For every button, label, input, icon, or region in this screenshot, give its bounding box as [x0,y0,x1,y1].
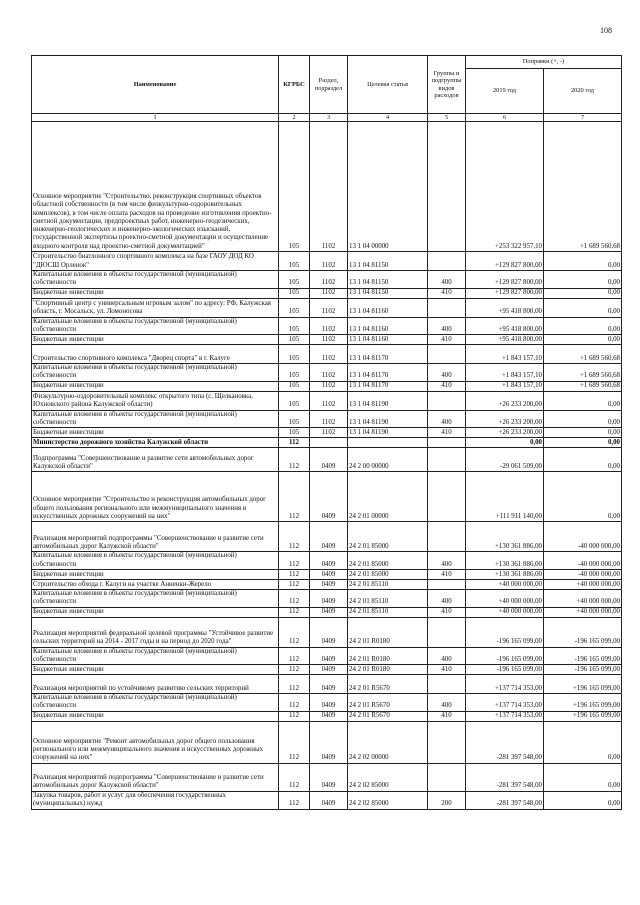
row-section: 0409 [310,607,348,617]
table-row [32,569,622,579]
table-row [32,763,622,791]
row-target-article: 24 2 01 85110 [348,589,428,607]
row-value-2020: -40 000 000,00 [544,522,622,552]
row-value-2019: +95 418 800,00 [466,298,544,317]
row-expense-group: 400 [428,694,466,712]
table-row [32,694,622,712]
row-value-2019: +129 827 800,00 [466,252,544,271]
row-section: 0409 [310,579,348,589]
row-section: 0409 [310,472,348,522]
row-value-2019: -196 165 099,00 [466,647,544,665]
row-kgrbs: 112 [279,721,310,763]
header-name: Наименование [32,56,279,114]
row-value-2020: 0,00 [544,438,622,448]
row-target-article: 24 2 01 R5670 [348,675,428,694]
row-target-article: 24 2 01 85110 [348,607,428,617]
row-value-2019: +130 361 886,00 [466,552,544,570]
row-value-2019: -196 165 099,00 [466,617,544,647]
row-expense-group [428,122,466,252]
row-name: Подпрограмма "Совершенствование и развитие сети автомобильных дорог Калужской области" [32,448,279,472]
row-name: Физкультурно-оздоровительный комплекс открытого типа (с. Щелкановка, Юхновского района Калужской области) [32,391,279,410]
row-value-2019: +111 911 140,00 [466,472,544,522]
row-kgrbs: 112 [279,791,310,809]
row-name: Реализация мероприятий федеральной целевой программы "Устойчивое развитие сельских территорий на 2014 - 2017 годы и на период до 2020 года" [32,617,279,647]
table-row [32,522,622,552]
row-section: 0409 [310,589,348,607]
row-target-article: 24 2 01 R5670 [348,694,428,712]
row-expense-group: 410 [428,569,466,579]
row-value-2019: +40 000 000,00 [466,579,544,589]
row-value-2019: 0,00 [466,438,544,448]
row-name: Основное мероприятие "Ремонт автомобильных дорог общего пользования регионального или межмуниципального значения и искусственных дорожных сооружений на них" [32,721,279,763]
table-row [32,675,622,694]
row-value-2019: +26 233 200,00 [466,428,544,438]
header-group: Группы и подгруппы видов расходов [428,56,466,114]
row-value-2020: +196 165 099,00 [544,711,622,721]
page-number: 108 [600,26,612,35]
row-value-2019: +1 843 157,10 [466,345,544,364]
row-kgrbs: 112 [279,694,310,712]
row-section: 0409 [310,711,348,721]
row-kgrbs: 105 [279,345,310,364]
row-value-2019: +1 843 157,10 [466,364,544,382]
row-name: Бюджетные инвестиции [32,428,279,438]
row-value-2020: 0,00 [544,335,622,345]
row-target-article: 24 2 01 00000 [348,472,428,522]
row-target-article: 13 1 04 00000 [348,122,428,252]
column-number-row [32,114,622,122]
row-section: 0409 [310,647,348,665]
row-value-2019: +95 418 800,00 [466,317,544,335]
row-target-article: 24 2 01 85000 [348,552,428,570]
table-row [32,345,622,364]
table-row [32,552,622,570]
row-expense-group [428,721,466,763]
row-kgrbs: 112 [279,607,310,617]
row-expense-group: 400 [428,647,466,665]
row-kgrbs: 105 [279,252,310,271]
row-section: 1102 [310,317,348,335]
row-value-2019: +26 233 200,00 [466,391,544,410]
row-target-article: 13 1 04 81160 [348,317,428,335]
row-section: 0409 [310,665,348,675]
row-value-2020: -196 165 099,00 [544,617,622,647]
table-row [32,298,622,317]
row-kgrbs: 112 [279,763,310,791]
row-kgrbs: 105 [279,428,310,438]
row-value-2019: +40 000 000,00 [466,589,544,607]
row-expense-group: 410 [428,665,466,675]
col-number: 7 [544,114,622,122]
row-name: Капитальные вложения в объекты государственной (муниципальной) собственности [32,589,279,607]
row-value-2019: -281 397 548,00 [466,763,544,791]
row-section: 1102 [310,122,348,252]
row-expense-group: 200 [428,791,466,809]
row-target-article: 13 1 04 81190 [348,428,428,438]
table-row [32,589,622,607]
row-section: 1102 [310,252,348,271]
row-kgrbs: 105 [279,391,310,410]
row-expense-group [428,617,466,647]
row-section: 1102 [310,391,348,410]
row-target-article: 24 2 01 R5670 [348,711,428,721]
row-target-article: 13 1 04 81150 [348,271,428,289]
row-target-article: 13 1 04 81170 [348,345,428,364]
row-kgrbs: 112 [279,569,310,579]
row-section: 1102 [310,410,348,428]
row-expense-group [428,763,466,791]
row-value-2020: +1 689 560,68 [544,381,622,391]
row-name: Бюджетные инвестиции [32,711,279,721]
budget-amendments-table [31,55,622,810]
row-value-2020: 0,00 [544,472,622,522]
row-kgrbs: 112 [279,647,310,665]
row-target-article: 24 2 01 R0180 [348,647,428,665]
table-row [32,122,622,252]
row-target-article: 24 2 01 85110 [348,579,428,589]
row-expense-group: 410 [428,711,466,721]
table-body [32,122,622,810]
row-name: Бюджетные инвестиции [32,607,279,617]
table-row [32,665,622,675]
table-row [32,607,622,617]
row-target-article: 24 2 02 85000 [348,763,428,791]
row-name: "Спортивный центр с универсальным игровым залом" по адресу: РФ, Калужская область, г. Мосальск, ул. Ломоносова [32,298,279,317]
table-row [32,391,622,410]
row-value-2019: +1 843 157,10 [466,381,544,391]
row-kgrbs: 105 [279,335,310,345]
row-value-2020: -196 165 099,00 [544,665,622,675]
table-row [32,317,622,335]
row-value-2019: -29 061 509,00 [466,448,544,472]
row-section: 0409 [310,721,348,763]
row-kgrbs: 105 [279,271,310,289]
row-section: 0409 [310,569,348,579]
row-target-article: 24 2 01 R0180 [348,665,428,675]
row-name: Основное мероприятие "Строительство, реконструкция спортивных объектов областной собственности (в том числе физкультурно-оздоровительных комплексов), в том числе оплата расходов на проведение изготовления проектно-сметной документации, предпроектных работ, инженерно-геодезических, инженерно-геологических и инженерно-экологических изысканий, государственной экспертизы проектно-сметной документации и осуществление входного контроля над проектно-сметной документацией" [32,122,279,252]
row-target-article: 13 1 04 81170 [348,381,428,391]
row-value-2019: -281 397 548,00 [466,721,544,763]
col-number: 5 [428,114,466,122]
row-value-2020: 0,00 [544,428,622,438]
row-value-2020: 0,00 [544,791,622,809]
row-expense-group: 400 [428,589,466,607]
row-section: 0409 [310,617,348,647]
row-name: Бюджетные инвестиции [32,665,279,675]
row-expense-group [428,448,466,472]
table-row [32,579,622,589]
row-expense-group: 400 [428,410,466,428]
col-number: 1 [32,114,279,122]
row-value-2019: +137 714 353,00 [466,711,544,721]
row-name: Реализация мероприятий подпрограммы "Совершенствование и развитие сети автомобильных дорог Калужской области" [32,763,279,791]
row-name: Реализация мероприятий по устойчивому развитию сельских территорий [32,675,279,694]
row-expense-group: 400 [428,552,466,570]
table-row [32,252,622,271]
row-expense-group: 410 [428,335,466,345]
row-value-2020: 0,00 [544,763,622,791]
row-target-article: 13 1 04 81150 [348,252,428,271]
table-row [32,721,622,763]
row-name: Строительство биатлонного спортивного комплекса на базе ГАОУ ДОД КО "ДЮСШ Орленок" [32,252,279,271]
row-value-2020: -196 165 099,00 [544,647,622,665]
row-target-article [348,438,428,448]
row-kgrbs: 112 [279,438,310,448]
row-section: 1102 [310,288,348,298]
table-row [32,271,622,289]
row-section: 0409 [310,552,348,570]
row-kgrbs: 105 [279,317,310,335]
row-section: 1102 [310,335,348,345]
row-value-2019: +40 000 000,00 [466,607,544,617]
row-target-article: 13 1 04 81190 [348,391,428,410]
row-target-article: 24 2 01 85000 [348,569,428,579]
row-section: 1102 [310,345,348,364]
col-number: 3 [310,114,348,122]
row-section [310,438,348,448]
row-value-2019: +130 361 886,00 [466,522,544,552]
row-expense-group [428,345,466,364]
row-value-2019: +129 827 800,00 [466,271,544,289]
row-name: Реализация мероприятий подпрограммы "Совершенствование и развитие сети автомобильных дорог Калужской области" [32,522,279,552]
row-kgrbs: 112 [279,552,310,570]
row-name: Министерство дорожного хозяйства Калужской области [32,438,279,448]
row-kgrbs: 112 [279,665,310,675]
row-section: 1102 [310,364,348,382]
row-value-2019: +26 233 200,00 [466,410,544,428]
row-target-article: 24 2 00 00000 [348,448,428,472]
row-value-2019: +137 714 353,00 [466,694,544,712]
row-value-2020: +1 689 560,68 [544,345,622,364]
header-2020: 2020 год [544,69,622,114]
row-expense-group [428,675,466,694]
row-target-article: 13 1 04 81160 [348,298,428,317]
row-name: Капитальные вложения в объекты государственной (муниципальной) собственности [32,552,279,570]
row-value-2020: +40 000 000,00 [544,589,622,607]
col-number: 4 [348,114,428,122]
row-target-article: 13 1 04 81160 [348,335,428,345]
row-name: Строительство обхода г. Калуги на участке Анненки-Жерело [32,579,279,589]
row-value-2019: -196 165 099,00 [466,665,544,675]
row-expense-group [428,298,466,317]
row-expense-group: 400 [428,271,466,289]
row-value-2019: +130 361 886,00 [466,569,544,579]
table-row [32,410,622,428]
row-kgrbs: 105 [279,288,310,298]
header-kgrbs: КГРБС [279,56,310,114]
row-name: Капитальные вложения в объекты государственной (муниципальной) собственности [32,647,279,665]
row-kgrbs: 112 [279,711,310,721]
row-name: Бюджетные инвестиции [32,335,279,345]
table-row [32,381,622,391]
row-value-2020: +1 689 560,68 [544,364,622,382]
row-section: 1102 [310,381,348,391]
row-expense-group: 410 [428,288,466,298]
table-row [32,364,622,382]
table-row [32,711,622,721]
row-value-2020: +196 165 099,00 [544,694,622,712]
row-kgrbs: 105 [279,381,310,391]
row-kgrbs: 112 [279,472,310,522]
row-name: Капитальные вложения в объекты государственной (муниципальной) собственности [32,410,279,428]
row-target-article: 13 1 04 81170 [348,364,428,382]
table-row [32,791,622,809]
row-name: Бюджетные инвестиции [32,288,279,298]
row-section: 0409 [310,448,348,472]
row-section: 0409 [310,675,348,694]
table-row [32,647,622,665]
row-expense-group: 410 [428,381,466,391]
row-expense-group [428,579,466,589]
row-value-2019: +137 714 353,00 [466,675,544,694]
row-section: 0409 [310,694,348,712]
row-expense-group: 400 [428,364,466,382]
row-value-2020: 0,00 [544,271,622,289]
row-value-2020: 0,00 [544,288,622,298]
row-name: Основное мероприятие "Строительство и реконструкция автомобильных дорог общего пользования регионального или межмуниципального значения и искусственных дорожных сооружений на них" [32,472,279,522]
row-kgrbs: 112 [279,589,310,607]
row-expense-group [428,472,466,522]
col-number: 2 [279,114,310,122]
row-target-article: 24 2 01 R0180 [348,617,428,647]
row-value-2020: +196 165 099,00 [544,675,622,694]
header-section: Раздел, подраздел [310,56,348,114]
table-row [32,472,622,522]
row-name: Капитальные вложения в объекты государственной (муниципальной) собственности [32,271,279,289]
row-name: Строительство спортивного комплекса "Дворец спорта" в г. Калуге [32,345,279,364]
row-expense-group [428,252,466,271]
row-expense-group: 410 [428,607,466,617]
row-kgrbs: 112 [279,522,310,552]
row-kgrbs: 105 [279,122,310,252]
table-row [32,617,622,647]
row-section: 1102 [310,298,348,317]
row-target-article: 24 2 02 00000 [348,721,428,763]
row-target-article: 24 2 02 85000 [348,791,428,809]
row-value-2020: -40 000 000,00 [544,552,622,570]
row-target-article: 24 2 01 85000 [348,522,428,552]
row-expense-group [428,438,466,448]
header-amendments: Поправки (+, -) [466,56,622,69]
row-expense-group [428,522,466,552]
table-row [32,288,622,298]
row-value-2020: 0,00 [544,410,622,428]
table-row [32,335,622,345]
row-value-2019: -281 397 548,00 [466,791,544,809]
row-value-2020: +1 689 560,68 [544,122,622,252]
row-kgrbs: 112 [279,448,310,472]
row-expense-group [428,391,466,410]
row-kgrbs: 105 [279,410,310,428]
row-name: Бюджетные инвестиции [32,569,279,579]
row-value-2020: 0,00 [544,448,622,472]
row-kgrbs: 105 [279,364,310,382]
row-section: 1102 [310,428,348,438]
row-kgrbs: 112 [279,617,310,647]
row-value-2020: 0,00 [544,391,622,410]
table-row [32,438,622,448]
row-section: 0409 [310,522,348,552]
row-name: Капитальные вложения в объекты государственной (муниципальной) собственности [32,694,279,712]
row-target-article: 13 1 04 81190 [348,410,428,428]
table-row [32,428,622,438]
row-section: 0409 [310,791,348,809]
header-target: Целевая статья [348,56,428,114]
row-target-article: 13 1 04 81150 [348,288,428,298]
row-value-2020: -40 000 000,00 [544,569,622,579]
row-name: Капитальные вложения в объекты государственной (муниципальной) собственности [32,317,279,335]
row-value-2020: 0,00 [544,298,622,317]
row-value-2020: 0,00 [544,252,622,271]
row-value-2019: +129 827 800,00 [466,288,544,298]
col-number: 6 [466,114,544,122]
header-2019: 2019 год [466,69,544,114]
row-value-2020: +40 000 000,00 [544,607,622,617]
row-name: Бюджетные инвестиции [32,381,279,391]
row-section: 0409 [310,763,348,791]
row-value-2020: 0,00 [544,317,622,335]
row-section: 1102 [310,271,348,289]
row-name: Капитальные вложения в объекты государственной (муниципальной) собственности [32,364,279,382]
row-value-2019: +95 418 800,00 [466,335,544,345]
row-value-2019: +253 322 957,10 [466,122,544,252]
row-kgrbs: 105 [279,298,310,317]
row-kgrbs: 112 [279,579,310,589]
table-row [32,448,622,472]
row-name: Закупка товаров, работ и услуг для обеспечения государственных (муниципальных) нужд [32,791,279,809]
row-expense-group: 400 [428,317,466,335]
row-kgrbs: 112 [279,675,310,694]
row-value-2020: 0,00 [544,721,622,763]
row-value-2020: +40 000 000,00 [544,579,622,589]
row-expense-group: 410 [428,428,466,438]
